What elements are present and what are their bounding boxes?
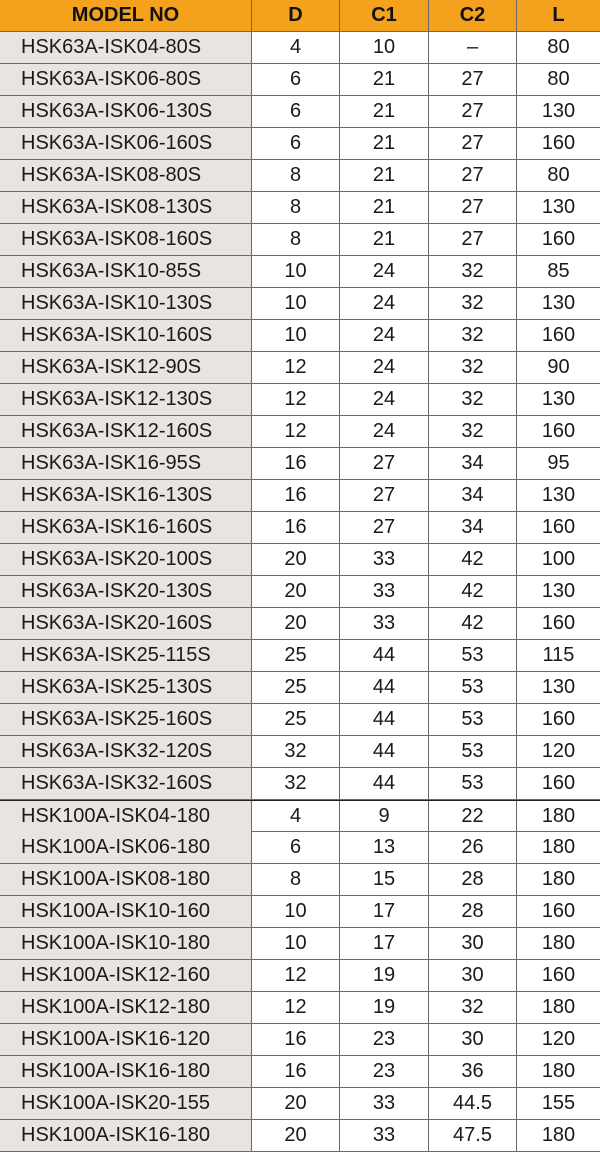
table-row	[0, 288, 600, 320]
c2-cell: 53	[429, 768, 517, 799]
c2-cell: 47.5	[429, 1120, 517, 1151]
d-cell: 20	[252, 608, 340, 639]
d-cell: 12	[252, 960, 340, 991]
c2-cell: 27	[429, 224, 517, 255]
l-cell: 180	[541, 1124, 576, 1146]
table-row	[0, 96, 600, 128]
l-cell: 130	[541, 292, 576, 314]
table-row	[0, 160, 600, 192]
table-row	[0, 640, 600, 672]
l-cell: 160	[541, 900, 576, 922]
c1-cell: 10	[340, 32, 429, 63]
l-cell: 160	[541, 132, 576, 154]
table-row	[0, 960, 600, 992]
table-row	[0, 736, 600, 768]
table-row	[0, 576, 600, 608]
table-row	[0, 544, 600, 576]
d-cell: 12	[252, 384, 340, 415]
model-no-cell: HSK63A-ISK12-90S	[0, 352, 252, 383]
c2-cell: 44.5	[429, 1088, 517, 1119]
l-cell: 160	[541, 708, 576, 730]
c2-cell: 27	[429, 160, 517, 191]
c1-cell: 33	[340, 608, 429, 639]
model-no-cell: HSK63A-ISK08-130S	[0, 192, 252, 223]
c1-cell: 15	[340, 864, 429, 895]
d-cell: 12	[252, 352, 340, 383]
d-cell: 20	[252, 544, 340, 575]
c1-cell: 13	[340, 832, 429, 863]
d-cell: 12	[252, 992, 340, 1023]
l-cell: 90	[547, 356, 570, 378]
d-cell: 25	[252, 672, 340, 703]
model-no-cell: HSK100A-ISK16-180	[0, 1120, 252, 1151]
d-cell: 4	[252, 801, 340, 832]
header-c1: C1	[340, 0, 429, 31]
c1-cell: 24	[340, 256, 429, 287]
l-cell: 160	[541, 516, 576, 538]
l-cell: 180	[541, 1060, 576, 1082]
c2-cell: 30	[429, 1024, 517, 1055]
model-no-cell: HSK100A-ISK10-160	[0, 896, 252, 927]
d-cell: 6	[252, 64, 340, 95]
table-row	[0, 32, 600, 64]
l-cell: 115	[542, 644, 575, 666]
model-no-cell: HSK63A-ISK08-80S	[0, 160, 252, 191]
l-cell: 80	[547, 36, 570, 58]
c2-cell: 36	[429, 1056, 517, 1087]
d-cell: 25	[252, 704, 340, 735]
model-no-cell: HSK100A-ISK04-180	[0, 801, 252, 832]
table-row	[0, 864, 600, 896]
c2-cell: 30	[429, 928, 517, 959]
c1-cell: 23	[340, 1056, 429, 1087]
c2-cell: 32	[429, 416, 517, 447]
table-header-row	[0, 0, 600, 32]
c2-cell: 27	[429, 192, 517, 223]
model-no-cell: HSK63A-ISK12-130S	[0, 384, 252, 415]
c1-cell: 19	[340, 992, 429, 1023]
c2-cell: 22	[429, 801, 517, 832]
l-cell: 85	[547, 260, 570, 282]
c1-cell: 24	[340, 288, 429, 319]
c1-cell: 24	[340, 384, 429, 415]
c1-cell: 33	[340, 576, 429, 607]
c1-cell: 24	[340, 320, 429, 351]
c2-cell: 34	[429, 512, 517, 543]
l-cell: 160	[541, 420, 576, 442]
l-cell: 95	[547, 452, 570, 474]
header-d: D	[252, 0, 340, 31]
c2-cell: 27	[429, 128, 517, 159]
c2-cell: 27	[429, 96, 517, 127]
model-no-cell: HSK63A-ISK32-160S	[0, 768, 252, 799]
l-cell: 80	[547, 164, 570, 186]
model-no-cell: HSK63A-ISK06-130S	[0, 96, 252, 127]
l-cell: 180	[541, 996, 576, 1018]
c2-cell: –	[429, 32, 517, 63]
model-no-cell: HSK100A-ISK12-180	[0, 992, 252, 1023]
table-row	[0, 256, 600, 288]
model-no-cell: HSK100A-ISK12-160	[0, 960, 252, 991]
model-no-cell: HSK100A-ISK16-120	[0, 1024, 252, 1055]
table-row	[0, 224, 600, 256]
model-no-cell: HSK63A-ISK25-160S	[0, 704, 252, 735]
l-cell: 130	[541, 100, 576, 122]
table-row	[0, 192, 600, 224]
table-row	[0, 352, 600, 384]
l-cell: 130	[541, 196, 576, 218]
l-cell: 180	[541, 805, 576, 827]
c1-cell: 33	[340, 1120, 429, 1151]
c1-cell: 21	[340, 128, 429, 159]
table-row	[0, 1120, 600, 1152]
model-no-cell: HSK63A-ISK20-160S	[0, 608, 252, 639]
d-cell: 16	[252, 448, 340, 479]
table-row	[0, 128, 600, 160]
model-no-cell: HSK63A-ISK04-80S	[0, 32, 252, 63]
table-row	[0, 416, 600, 448]
d-cell: 16	[252, 480, 340, 511]
table-row	[0, 896, 600, 928]
c1-cell: 44	[340, 704, 429, 735]
table-row	[0, 928, 600, 960]
table-row	[0, 992, 600, 1024]
d-cell: 4	[252, 32, 340, 63]
table-row	[0, 768, 600, 800]
c1-cell: 27	[340, 480, 429, 511]
l-cell: 130	[541, 484, 576, 506]
c2-cell: 53	[429, 704, 517, 735]
c1-cell: 33	[340, 1088, 429, 1119]
d-cell: 6	[252, 128, 340, 159]
table-row	[0, 1088, 600, 1120]
table-body	[0, 32, 600, 1152]
c1-cell: 27	[340, 448, 429, 479]
c2-cell: 53	[429, 736, 517, 767]
model-no-cell: HSK63A-ISK32-120S	[0, 736, 252, 767]
l-cell: 100	[541, 548, 576, 570]
c2-cell: 42	[429, 576, 517, 607]
l-cell: 120	[541, 1028, 576, 1050]
d-cell: 8	[252, 160, 340, 191]
model-no-cell: HSK63A-ISK16-95S	[0, 448, 252, 479]
c1-cell: 24	[340, 416, 429, 447]
l-cell: 80	[547, 68, 570, 90]
l-cell: 180	[541, 836, 576, 858]
c1-cell: 19	[340, 960, 429, 991]
c1-cell: 44	[340, 768, 429, 799]
c2-cell: 32	[429, 992, 517, 1023]
d-cell: 32	[252, 736, 340, 767]
table-row	[0, 1056, 600, 1088]
d-cell: 32	[252, 768, 340, 799]
d-cell: 10	[252, 288, 340, 319]
model-no-cell: HSK100A-ISK20-155	[0, 1088, 252, 1119]
c2-cell: 42	[429, 608, 517, 639]
c2-cell: 32	[429, 256, 517, 287]
table-row	[0, 1024, 600, 1056]
model-no-cell: HSK100A-ISK16-180	[0, 1056, 252, 1087]
c1-cell: 21	[340, 160, 429, 191]
model-no-cell: HSK63A-ISK06-80S	[0, 64, 252, 95]
c2-cell: 28	[429, 864, 517, 895]
model-no-cell: HSK63A-ISK08-160S	[0, 224, 252, 255]
c1-cell: 21	[340, 96, 429, 127]
c2-cell: 32	[429, 352, 517, 383]
d-cell: 20	[252, 1120, 340, 1151]
model-no-cell: HSK63A-ISK16-130S	[0, 480, 252, 511]
d-cell: 16	[252, 512, 340, 543]
l-cell: 130	[541, 388, 576, 410]
table-row	[0, 448, 600, 480]
c1-cell: 27	[340, 512, 429, 543]
c1-cell: 33	[340, 544, 429, 575]
c2-cell: 34	[429, 448, 517, 479]
c2-cell: 42	[429, 544, 517, 575]
l-cell: 160	[541, 612, 576, 634]
d-cell: 16	[252, 1024, 340, 1055]
model-no-cell: HSK63A-ISK20-130S	[0, 576, 252, 607]
table-row	[0, 800, 600, 832]
c1-cell: 17	[340, 896, 429, 927]
l-cell: 160	[541, 772, 576, 794]
d-cell: 10	[252, 896, 340, 927]
table-row	[0, 704, 600, 736]
l-cell: 160	[541, 228, 576, 250]
d-cell: 8	[252, 224, 340, 255]
d-cell: 20	[252, 576, 340, 607]
c1-cell: 21	[340, 192, 429, 223]
d-cell: 10	[252, 256, 340, 287]
l-cell: 160	[541, 964, 576, 986]
model-no-cell: HSK100A-ISK10-180	[0, 928, 252, 959]
model-no-cell: HSK63A-ISK25-130S	[0, 672, 252, 703]
model-no-cell: HSK63A-ISK10-130S	[0, 288, 252, 319]
model-no-cell: HSK63A-ISK12-160S	[0, 416, 252, 447]
model-no-cell: HSK100A-ISK06-180	[0, 832, 252, 863]
model-no-cell: HSK63A-ISK06-160S	[0, 128, 252, 159]
l-cell: 120	[541, 740, 576, 762]
c1-cell: 9	[340, 801, 429, 832]
table-row	[0, 480, 600, 512]
d-cell: 12	[252, 416, 340, 447]
model-no-cell: HSK63A-ISK16-160S	[0, 512, 252, 543]
model-no-cell: HSK63A-ISK10-160S	[0, 320, 252, 351]
c2-cell: 27	[429, 64, 517, 95]
l-cell: 155	[541, 1092, 576, 1114]
d-cell: 25	[252, 640, 340, 671]
c1-cell: 17	[340, 928, 429, 959]
c1-cell: 44	[340, 736, 429, 767]
header-l: L	[552, 4, 565, 26]
header-model-no: MODEL NO	[0, 0, 252, 31]
table-row	[0, 608, 600, 640]
l-cell: 130	[541, 676, 576, 698]
c1-cell: 23	[340, 1024, 429, 1055]
d-cell: 16	[252, 1056, 340, 1087]
d-cell: 8	[252, 192, 340, 223]
table-row	[0, 672, 600, 704]
header-c2: C2	[429, 0, 517, 31]
c2-cell: 32	[429, 320, 517, 351]
c1-cell: 44	[340, 672, 429, 703]
l-cell: 180	[541, 868, 576, 890]
d-cell: 8	[252, 864, 340, 895]
c1-cell: 21	[340, 64, 429, 95]
c2-cell: 28	[429, 896, 517, 927]
d-cell: 20	[252, 1088, 340, 1119]
c2-cell: 32	[429, 288, 517, 319]
d-cell: 10	[252, 928, 340, 959]
d-cell: 6	[252, 832, 340, 863]
c1-cell: 44	[340, 640, 429, 671]
c1-cell: 24	[340, 352, 429, 383]
d-cell: 10	[252, 320, 340, 351]
table-row	[0, 64, 600, 96]
model-no-cell: HSK100A-ISK08-180	[0, 864, 252, 895]
model-no-cell: HSK63A-ISK20-100S	[0, 544, 252, 575]
c2-cell: 26	[429, 832, 517, 863]
table-row	[0, 832, 600, 864]
c2-cell: 53	[429, 640, 517, 671]
table-row	[0, 512, 600, 544]
c1-cell: 21	[340, 224, 429, 255]
l-cell: 180	[541, 932, 576, 954]
c2-cell: 32	[429, 384, 517, 415]
d-cell: 6	[252, 96, 340, 127]
l-cell: 130	[541, 580, 576, 602]
c2-cell: 34	[429, 480, 517, 511]
model-no-cell: HSK63A-ISK10-85S	[0, 256, 252, 287]
table-row	[0, 320, 600, 352]
c2-cell: 53	[429, 672, 517, 703]
c2-cell: 30	[429, 960, 517, 991]
l-cell: 160	[541, 324, 576, 346]
model-no-cell: HSK63A-ISK25-115S	[0, 640, 252, 671]
table-row	[0, 384, 600, 416]
